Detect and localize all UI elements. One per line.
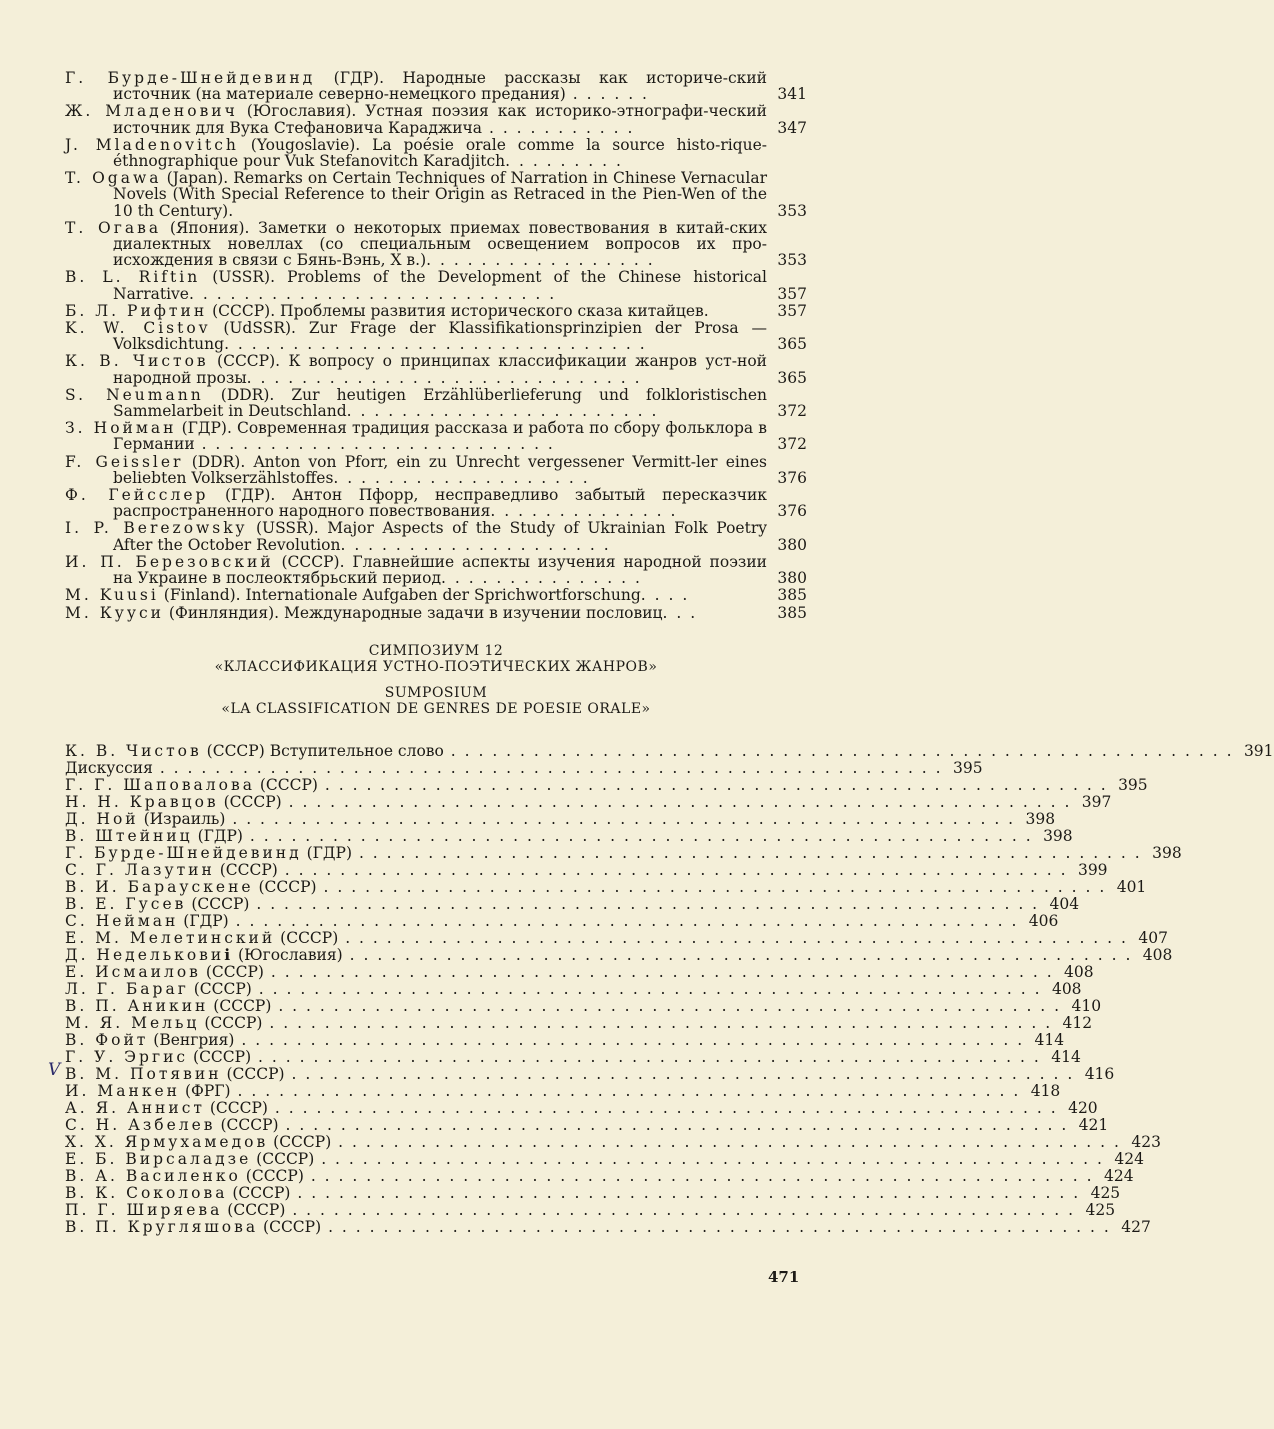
discussion-entry [65,775,1148,794]
discussion-author: В. А. Василенко [65,1166,241,1185]
discussion-title: (СССР) [240,1166,304,1185]
contents-entry [65,269,807,301]
contents-entry [65,137,807,169]
leader-dots: . . . . . . . . . . . . . . . . . . . . . . . . . . . . . . . . . . . . . . . . . . . . . . . . . . . . . . . . . [263,962,1054,981]
leader-dots: . . . . . . . . . . . . . . . . . . . . . . . . . . . . . . . . . . . . . . . . . . . . . . . . . . . . . . . . . [321,1217,1111,1236]
discussion-entry [65,1098,1098,1117]
discussion-author: Г. У. Эргис [65,1047,189,1066]
discussion-author: К. В. Чистов [65,741,202,760]
discussion-author: С. Н. Азбелев [65,1115,216,1134]
discussion-page-number: 414 [1034,1030,1065,1049]
discussion-text [65,845,1142,862]
discussion-page-number: 398 [1043,826,1073,845]
entry-title: (Japan). Remarks on Certain Techniques of Narration in Chinese Vernacular Novels (With Special Reference to their Origin as Retraced in the Pien-Wen of the 10 th Century). [113,169,768,220]
discussion-entry [65,809,1056,828]
entry-page-number: 353 [777,251,807,270]
discussion-page-number: 425 [1085,1200,1116,1219]
discussion-page-number: 407 [1138,928,1168,947]
contents-entry [65,587,807,603]
discussion-title: (СССР) [214,860,278,879]
discussion-entry [65,1047,1081,1066]
discussion-text [65,828,1033,845]
discussion-title: (СССР) [222,1200,286,1219]
entry-text [65,554,767,586]
contents-entry [65,487,807,519]
entry-text [65,103,767,135]
leader-dots: . . . . . . . . . . . . . . . . . . . . . . . . . . . . . . . . . . . . . . . . . . . . . . . . . . . . . . . . . [228,911,1019,930]
discussion-text [65,862,1068,879]
entry-text [65,487,767,519]
contents-entry [65,387,807,419]
discussion-title: (СССР) [268,1132,332,1151]
entry-title: (Yougoslavie). La poésie orale comme la source histo-rique-éthnographique pour Vuk Stefanovitch Karadjitch [113,135,767,171]
contents-entry [65,454,807,486]
discussion-entry [65,911,1059,930]
entry-page-number: 365 [777,335,807,354]
discussion-entry [65,894,1080,913]
discussion-page-number: 395 [1118,775,1148,794]
discussion-author: И. Манкен [65,1081,181,1100]
discussion-page-number: 410 [1071,996,1102,1015]
discussion-page-number: 391 [1243,741,1274,760]
discussion-author: Е. Б. Вирсаладзе [65,1149,252,1168]
discussion-author: Д. Ной [65,809,139,828]
discussion-author: В. К. Соколова [65,1183,228,1202]
discussion-entry [65,1081,1061,1100]
leader-dots: . . . . . . . . . . . . . . [490,502,678,521]
discussion-title: (ГДР) [178,911,229,930]
discussion-author: Е. М. Мелетинский [65,928,276,947]
discussion-text [65,981,1042,998]
discussion-title: (Югославия) [233,945,343,964]
leader-dots: . . . . . . . . . . . . . . . . . . . [333,468,590,487]
discussion-text [65,896,1039,913]
leader-dots: . . . . . . . . . . . . . . . . . . . . . . . [346,402,659,421]
leader-dots: . . . . . . . . . . . . . . . . . . . . . . . . . . . [188,284,557,303]
discussion-entry [65,945,1173,964]
leader-dots: . . . . . . . . . . . . . . . . . . . . . . . . . . . . . . . . . . . . . . . . . . . . . . . . . . . . . . . . . [251,1047,1041,1066]
discussion-list [65,741,1274,1236]
entry-author: K. W. Cistov [65,319,211,338]
discussion-entry [65,1200,1116,1219]
discussion-title: (СССР) [188,1047,252,1066]
discussion-author: Х. Х. Ярмухамедов [65,1132,269,1151]
discussion-text [65,1168,1094,1185]
discussion-page-number: 401 [1116,877,1147,896]
discussion-author: Л. Г. Бараг [65,979,189,998]
entry-page-number: 357 [777,284,807,303]
discussion-text [65,1015,1052,1032]
entry-author: Г. Бурде-Шнейдевинд [65,69,316,87]
entry-text [65,320,767,352]
leader-dots: . . . . . . [565,85,649,104]
discussion-author: В. Штейниц [65,826,193,845]
symposium-heading-fr [65,685,807,717]
discussion-title: (ГДР) [192,826,243,845]
discussion-title: (СССР) [251,1149,315,1168]
discussion-page-number: 418 [1030,1081,1061,1100]
discussion-text [65,1219,1111,1236]
discussion-text [65,998,1061,1015]
entry-title: (UdSSR). Zur Frage der Klassifikationsprinzipien der Prosa — Volksdichtung [113,319,767,354]
leader-dots: . . . . . . . . . . . . . . . . . . . . . . . . . . . . . . . . . . . . . . . . . . . . . . . . . . . . . . . . . [316,877,1107,896]
leader-dots: . . . [662,603,698,622]
discussion-page-number: 424 [1103,1166,1134,1185]
entry-page-number: 347 [777,118,807,137]
discussion-title: (СССР) [227,1183,291,1202]
leader-dots: . . . . . . . . . . . . . . . . . . . . . . . . . . . . . . . . . . . . . . . . . . . . . . . . . . . . . . . . . [277,860,1068,879]
leader-dots: . . . . . . . . . . . . . . . . . . . . . . . . . . . . . . . . . . . . . . . . . . . . . . . . . . . . . . . . . [284,1064,1075,1083]
leader-dots: . . . . . . . . . . . . . . . . . . . . . . . . . . . . . . . . . . . . . . . . . . . . . . . . . . . . . . . . . [352,843,1142,862]
entry-title: (СССР). Проблемы развития исторического сказа китайцев. [207,301,709,320]
entry-text [65,137,767,169]
entry-text [65,605,767,621]
discussion-entry [65,1217,1151,1236]
discussion-entry [65,1132,1161,1151]
entry-title: (DDR). Anton von Pforr, ein zu Unrecht vergessener Vermitt-ler eines beliebten Volkserzählstoffes [113,452,768,487]
discussion-entry [65,758,983,777]
entry-title: (ГДР). Антон Пфорр, несправедливо забытый пересказчик распространенного народного повествования [113,486,767,521]
discussion-entry [65,826,1073,845]
leader-dots: . . . . . . . . . . . . . . . . . . . . . . . . . . . . . . . . . . . . . . . . . . . . . . . . . . . . . . . . . [317,775,1108,794]
discussion-title: (ФРГ) [180,1081,231,1100]
discussion-page-number: 404 [1049,894,1080,913]
symposium-label-fr: SUMPOSIUM [384,684,488,701]
discussion-page-number: 395 [953,758,983,777]
entry-author: B. L. Riftin [65,268,201,287]
leader-dots: . . . . . . . . . . . [482,118,635,137]
discussion-text [65,947,1132,964]
contents-entry [65,353,807,385]
leader-dots: . . . . . . . . . . . . . . . . . . . . . . . . . . . . . . . . . . . . . . . . . . . . . . . . . . . . . . . . . [242,826,1033,845]
discussion-text [65,879,1106,896]
entry-page-number: 385 [777,603,807,622]
leader-dots: . . . . . . . . . . . . . . . . . . . . . . . . . . . . . . . . . . . . . . . . . . . . . . . . . . . . . . . . . [267,1098,1058,1117]
leader-dots: . . . . . . . . . . . . . . . . . . . . . . . . . . . . . . . . . . . . . . . . . . . . . . . . . . . . . . . . . [278,1115,1069,1134]
leader-dots: . . . . . . . . . [505,152,623,171]
discussion-page-number: 412 [1062,1013,1093,1032]
entry-page-number: 372 [777,435,807,454]
discussion-entry [65,1030,1065,1049]
discussion-page-number: 397 [1081,792,1112,811]
entry-author: З. Нойман [65,419,177,438]
leader-dots: . . . . . . . . . . . . . . . . . . . . . . . . . . . . . . . . . . . . . . . . . . . . . . . . . . . . . . . . . [249,894,1040,913]
discussion-entry [65,843,1182,862]
handwritten-margin-mark: V [48,1060,61,1080]
discussion-entry [65,1149,1144,1168]
discussion-text [65,964,1054,981]
entry-author: К. В. Чистов [65,352,209,371]
contents-entry [65,170,807,219]
table-of-contents [65,69,1274,1236]
entry-text [65,420,767,452]
discussion-title: (СССР) [275,928,339,947]
discussion-entry [65,741,1274,760]
discussion-author: Д. Недельковиℹ [65,945,234,964]
discussion-page-number: 424 [1114,1149,1144,1168]
leader-dots: . . . . . . . . . . . . . . . . . . . . . . . . . . . . . . . . . . . . . . . . . . . . . . . . . . . . . . . . . [230,1081,1021,1100]
discussion-entry [65,792,1112,811]
discussion-title: (СССР) [208,996,272,1015]
discussion-author: В. И. Барауск​ене [65,877,254,896]
discussion-text [65,1134,1121,1151]
symposium-number: СИМПОЗИУМ 12 [368,642,504,659]
entry-page-number: 380 [777,569,807,588]
leader-dots: . . . . . . . . . . . . . . . . . . . . . . . . . . [194,435,555,454]
entry-author: F. Geissler [65,452,184,471]
leader-dots: . . . . . . . . . . . . . . . . . . . . . . . . . . . . . [246,368,642,387]
entry-title: (ГДР). Народные рассказы как историче-ский источник (на материале северно-немецкого предания) [113,69,767,104]
contents-entry [65,554,807,586]
entry-text [65,587,767,603]
leader-dots: . . . . . . . . . . . . . . . . . . . . . . . . . . . . . . . . . . . . . . . . . . . . . . . . . . . . . . . . . [338,928,1128,947]
entry-title: (USSR). Problems of the Development of the Chinese historical Narrative [113,268,767,303]
entry-title: (ГДР). Современная традиция рассказа и работа по сбору фольклора в Германии [113,419,767,454]
leader-dots: . . . . . . . . . . . . . . . . . . . . . . . . . . . . . . . . . . . . . . . . . . . . . . . . . . . . . . . . . [234,1030,1025,1049]
discussion-entry [65,1013,1093,1032]
entry-page-number: 341 [777,85,807,104]
entry-title: (СССР). К вопросу о принципах классификации жанров уст-ной народной прозы [113,352,767,387]
discussion-title: (СССР) [215,1115,279,1134]
discussion-title: Дискуссия [65,758,153,777]
entry-author: S. Neumann [65,385,204,404]
entry-author: Б. Л. Рифтин [65,301,208,320]
discussion-page-number: 408 [1064,962,1094,981]
entry-page-number: 376 [777,468,807,487]
leader-dots: . . . . . . . . . . . . . . . . . . . . . . . . . . . . . . . . . . . . . . . . . . . . . . . . . . . . . . . . . [290,1183,1081,1202]
discussion-page-number: 414 [1051,1047,1081,1066]
discussion-page-number: 398 [1025,809,1056,828]
discussion-text [65,760,943,777]
discussion-author: П. Г. Ширяева [65,1200,223,1219]
entry-author: M. Kuusi [65,586,159,605]
leader-dots: . . . . [640,586,690,605]
discussion-title: (СССР) [186,894,250,913]
entry-title: (Финляндия). Международные задачи в изучении пословиц [163,603,663,622]
entry-author: М. Кууси [65,603,164,622]
entry-text [65,70,767,102]
entry-title: (Япония). Заметки о некоторых приемах повествования в китай-ских диалектных новеллах (со специальным освещением вопросов их про-исхождения в связи с Бянь-Вэнь, X в.) [113,218,767,270]
discussion-page-number: 406 [1028,911,1059,930]
symposium-title-ru: «КЛАССИФИКАЦИЯ УСТНО-ПОЭТИЧЕСКИХ ЖАНРОВ» [214,658,658,675]
discussion-author: Г. Бурде-Шнейдевинд [65,843,302,862]
discussion-page-number: 423 [1131,1132,1161,1151]
discussion-page-number: 408 [1051,979,1082,998]
leader-dots: . . . . . . . . . . . . . . . . . . . . . . . . . . . . . . . [224,335,647,354]
discussion-text [65,1185,1080,1202]
entry-page-number: 380 [777,535,807,554]
entry-text [65,170,767,219]
discussion-title: (СССР) [204,1098,268,1117]
discussion-author: М. Я. Мельц [65,1013,200,1032]
leader-dots: . . . . . . . . . . . . . . . . . [426,251,655,270]
leader-dots: . . . . . . . . . . . . . . . . . . . . . . . . . . . . . . . . . . . . . . . . . . . . . . . . . . . . . . . . . [314,1149,1104,1168]
discussion-text [65,1151,1104,1168]
discussion-text [65,811,1015,828]
entry-page-number: 385 [777,586,807,605]
discussion-author: Е. Исмаилов [65,962,201,981]
contents-list [65,70,807,621]
discussion-text [65,913,1018,930]
leader-dots: . . . . . . . . . . . . . . . [440,569,642,588]
discussion-author: Н. Н. Кравцов [65,792,219,811]
entry-page-number: 357 [777,301,807,320]
entry-page-number: 365 [777,368,807,387]
contents-entry [65,70,807,102]
entry-author: Ж. Младенович [65,102,238,121]
entry-page-number: 372 [777,402,807,421]
contents-entry [65,303,807,319]
discussion-title: (Венгрия) [148,1030,235,1049]
leader-dots: . . . . . . . . . . . . . . . . . . . . . . . . . . . . . . . . . . . . . . . . . . . . . . . . . . . . . . . . . [262,1013,1053,1032]
discussion-entry [65,962,1094,981]
discussion-title: (СССР) [221,1064,285,1083]
discussion-author: Г. Г. Шаповалова [65,775,255,794]
discussion-page-number: 399 [1077,860,1108,879]
discussion-entry [65,979,1082,998]
entry-text [65,387,767,419]
discussion-author: В. Фойт [65,1030,149,1049]
discussion-title: (ГДР) [301,843,353,862]
entry-author: I. P. Berezowsky [65,519,248,538]
contents-entry [65,520,807,552]
discussion-author: В. П. Аникин [65,996,209,1015]
discussion-entry [65,928,1168,947]
discussion-author: В. П. Кругляшова [65,1217,259,1236]
discussion-text [65,743,1234,760]
contents-entry [65,605,807,621]
discussion-text [65,794,1071,811]
entry-author: J. Mladenovitch [65,135,239,154]
discussion-entry [65,860,1108,879]
entry-text [65,353,767,385]
entry-text [65,269,767,301]
discussion-title: (СССР) [200,962,264,981]
discussion-title: (СССР) [218,792,282,811]
discussion-page-number: 421 [1078,1115,1109,1134]
discussion-page-number: 398 [1152,843,1182,862]
discussion-text [65,930,1128,947]
leader-dots: . . . . . . . . . . . . . . . . . . . . . . . . . . . . . . . . . . . . . . . . . . . . . . . . . . . . . . . . . [303,1166,1094,1185]
discussion-title: (СССР) [254,775,318,794]
entry-title: (Югославия). Устная поэзия как историко-этнографи-ческий источник для Вука Стефановича Караджича [113,102,767,137]
discussion-text [65,1202,1075,1219]
discussion-page-number: 420 [1068,1098,1098,1117]
leader-dots: . . . . . . . . . . . . . . . . . . . . [340,535,611,554]
page-number: 471 [768,1268,800,1286]
discussion-text [65,777,1108,794]
discussion-text [65,1100,1058,1117]
discussion-text [65,1049,1041,1066]
entry-page-number: 353 [777,201,807,220]
entry-title: (DDR). Zur heutigen Erzählüberlieferung und folkloristischen Sammelarbeit in Deutschland [113,385,767,421]
entry-author: T. Ogawa [65,169,162,188]
discussion-title: (СССР) [253,877,317,896]
discussion-author: А. Я. Аннист [65,1098,205,1117]
discussion-author: С. Г. Лазутин [65,860,215,879]
symposium-title-fr: «LA CLASSIFICATION DE GENRES DE POESIE ORALE» [221,700,651,717]
entry-page-number: 376 [777,502,807,521]
discussion-text [65,1083,1020,1100]
discussion-entry [65,1115,1109,1134]
contents-entry [65,220,807,269]
discussion-title: (Израиль) [138,809,226,828]
symposium-heading-ru [65,643,807,675]
discussion-page-number: 427 [1121,1217,1151,1236]
discussion-title: (СССР) [188,979,252,998]
discussion-entry [65,1064,1115,1083]
entry-title: (Finland). Internationale Aufgaben der Sprichwortforschung [158,586,641,605]
discussion-author: В. М. Потявин [65,1064,222,1083]
discussion-author: С. Нейман [65,911,179,930]
contents-entry [65,420,807,452]
discussion-page-number: 425 [1090,1183,1121,1202]
leader-dots: . . . . . . . . . . . . . . . . . . . . . . . . . . . . . . . . . . . . . . . . . . . . . . . . . . . . . . . . . [331,1132,1121,1151]
discussion-title: (СССР) Вступительное слово [201,741,444,760]
entry-author: Ф. Гейсслер [65,486,209,505]
entry-title: (СССР). Главнейшие аспекты изучения народной поэзии на Украине в послеоктябрьский период [113,552,767,588]
discussion-entry [65,1183,1121,1202]
leader-dots: . . . . . . . . . . . . . . . . . . . . . . . . . . . . . . . . . . . . . . . . . . . . . . . . . . . . . . . . . [285,1200,1076,1219]
leader-dots: . . . . . . . . . . . . . . . . . . . . . . . . . . . . . . . . . . . . . . . . . . . . . . . . . . . . . . . . . [271,996,1062,1015]
entry-text [65,303,767,319]
discussion-author: В. Е. Гусев [65,894,187,913]
contents-entry [65,103,807,135]
entry-text [65,520,767,552]
leader-dots: . . . . . . . . . . . . . . . . . . . . . . . . . . . . . . . . . . . . . . . . . . . . . . . . . . . . . . . . . [342,945,1133,964]
contents-entry [65,320,807,352]
entry-text [65,454,767,486]
entry-title: (USSR). Major Aspects of the Study of Ukrainian Folk Poetry After the October Revolution [113,519,767,554]
discussion-title: (СССР) [258,1217,322,1236]
discussion-page-number: 408 [1142,945,1173,964]
discussion-text [65,1117,1068,1134]
discussion-entry [65,1166,1134,1185]
leader-dots: . . . . . . . . . . . . . . . . . . . . . . . . . . . . . . . . . . . . . . . . . . . . . . . . . . . . . . . . . [281,792,1072,811]
leader-dots: . . . . . . . . . . . . . . . . . . . . . . . . . . . . . . . . . . . . . . . . . . . . . . . . . . . . . . . . . [251,979,1042,998]
entry-author: Т. Огава [65,218,162,237]
entry-author: И. П. Березовский [65,552,274,571]
leader-dots: . . . . . . . . . . . . . . . . . . . . . . . . . . . . . . . . . . . . . . . . . . . . . . . . . . . . . . . . . [152,758,943,777]
discussion-text [65,1066,1074,1083]
discussion-title: (СССР) [199,1013,263,1032]
discussion-page-number: 416 [1084,1064,1115,1083]
entry-text [65,220,767,269]
leader-dots: . . . . . . . . . . . . . . . . . . . . . . . . . . . . . . . . . . . . . . . . . . . . . . . . . . . . . . . . . [225,809,1016,828]
discussion-entry [65,996,1102,1015]
discussion-text [65,1032,1024,1049]
leader-dots: . . . . . . . . . . . . . . . . . . . . . . . . . . . . . . . . . . . . . . . . . . . . . . . . . . . . . . . . . [443,741,1234,760]
discussion-entry [65,877,1147,896]
